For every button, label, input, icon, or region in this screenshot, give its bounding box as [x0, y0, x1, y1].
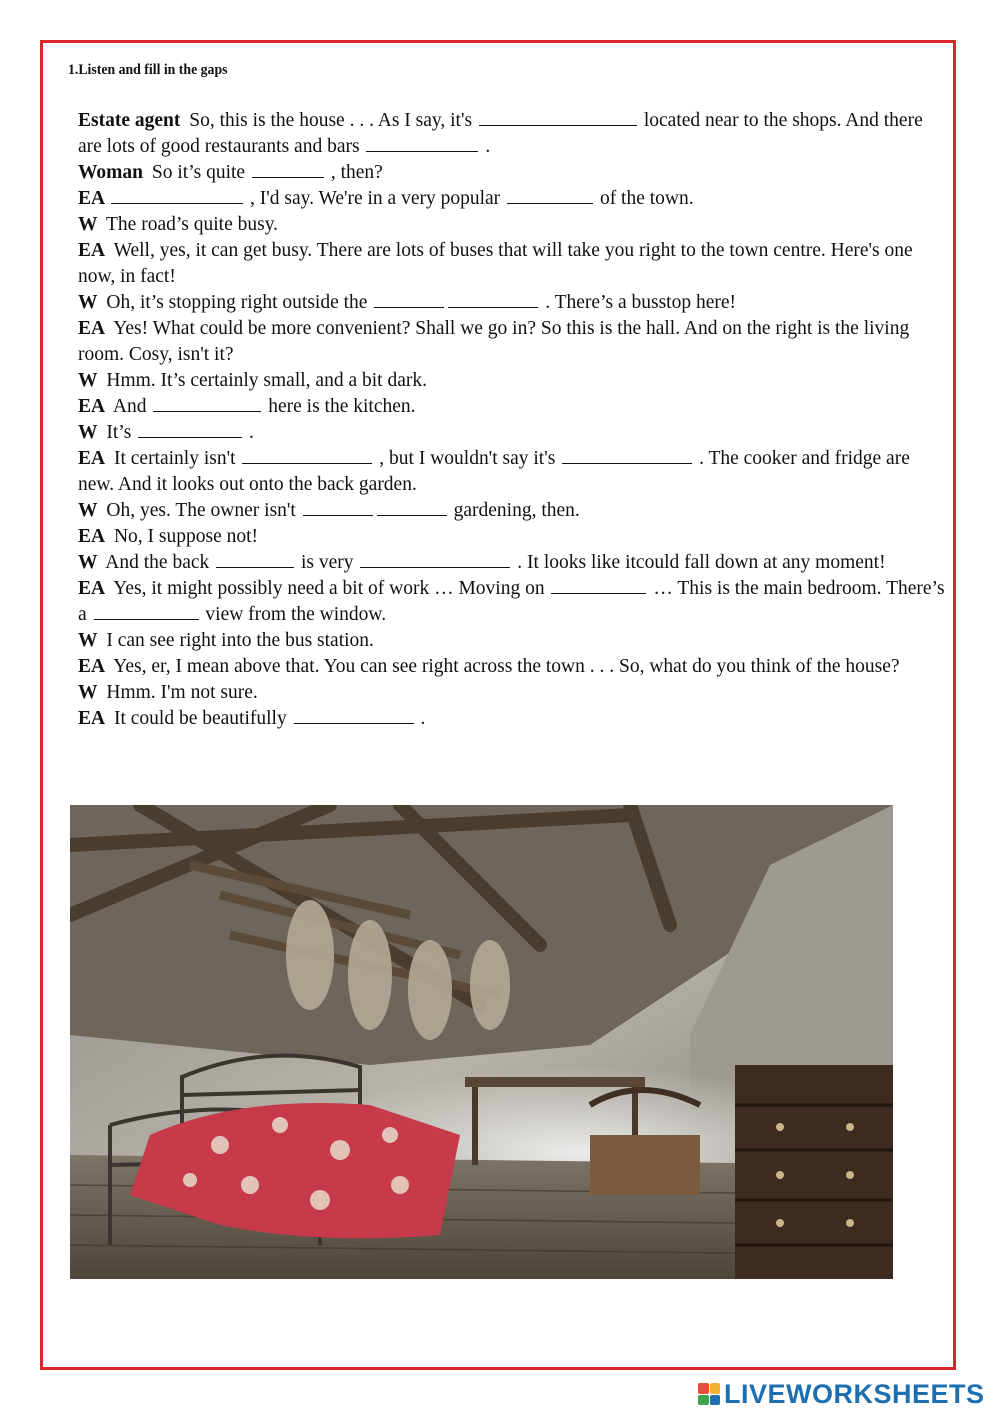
- dialogue-text-segment: Yes, er, I mean above that. You can see right across the town . . . So, what do you think of the house?: [109, 656, 900, 677]
- dialogue-line: [78, 160, 950, 186]
- dialogue-line: [78, 394, 950, 420]
- dialogue-text-segment: I can see right into the bus station.: [101, 630, 374, 651]
- logo-text: LIVEWORKSHEETS: [724, 1378, 985, 1409]
- dialogue-text-segment: . It looks like itcould fall down at any moment!: [512, 552, 886, 573]
- fill-in-blank[interactable]: [94, 602, 199, 620]
- fill-in-blank[interactable]: [374, 290, 444, 308]
- dialogue-text-segment: view from the window.: [200, 604, 387, 625]
- dialogue-line: [78, 238, 950, 290]
- dialogue-text-segment: And the back: [101, 552, 215, 573]
- fill-in-blank[interactable]: [551, 576, 646, 594]
- speaker-label: EA: [78, 526, 106, 547]
- speaker-label: W: [78, 292, 98, 313]
- fill-in-blank[interactable]: [216, 550, 294, 568]
- dialogue-text-segment: Oh, yes. The owner isn't: [101, 500, 301, 521]
- dialogue-text-segment: Hmm. I'm not sure.: [101, 682, 258, 703]
- dialogue-text-segment: . There’s a busstop here!: [540, 292, 737, 313]
- dialogue-text-segment: Yes! What could be more convenient? Shall we go in? So this is the hall. And on the right is the living room. Cosy, isn't it?: [78, 318, 910, 365]
- dialogue-text-segment: It’s: [101, 422, 137, 443]
- dialogue-line: [78, 368, 950, 394]
- speaker-label: EA: [78, 188, 106, 209]
- dialogue-text-segment: , I'd say. We're in a very popular: [245, 188, 506, 209]
- dialogue-text-segment: The road’s quite busy.: [101, 214, 279, 235]
- dialogue-text-segment: , but I wouldn't say it's: [374, 448, 561, 469]
- dialogue-text-segment: here is the kitchen.: [263, 396, 416, 417]
- dialogue-text: [78, 108, 950, 732]
- fill-in-blank[interactable]: [366, 134, 478, 152]
- fill-in-blank[interactable]: [303, 498, 373, 516]
- speaker-label: W: [78, 370, 98, 391]
- logo-mark-icon: [698, 1383, 720, 1405]
- dialogue-line: [78, 446, 950, 498]
- dialogue-line: [78, 706, 950, 732]
- dialogue-line: [78, 654, 950, 680]
- fill-in-blank[interactable]: [562, 446, 692, 464]
- dialogue-text-segment: … This is the main bedroom. There’s a: [78, 578, 945, 625]
- dialogue-line: [78, 628, 950, 654]
- dialogue-line: [78, 290, 950, 316]
- dialogue-text-segment: of the town.: [595, 188, 694, 209]
- speaker-label: EA: [78, 318, 106, 339]
- fill-in-blank[interactable]: [377, 498, 447, 516]
- dialogue-text-segment: .: [480, 136, 491, 157]
- speaker-label: W: [78, 552, 98, 573]
- dialogue-text-segment: gardening, then.: [448, 500, 580, 521]
- attic-bedroom-photo: [70, 805, 893, 1279]
- dialogue-text-segment: Yes, it might possibly need a bit of work … Moving on: [109, 578, 550, 599]
- dialogue-line: [78, 316, 950, 368]
- speaker-label: Estate agent: [78, 110, 181, 131]
- speaker-label: EA: [78, 448, 106, 469]
- dialogue-line: [78, 576, 950, 628]
- fill-in-blank[interactable]: [242, 446, 372, 464]
- fill-in-blank[interactable]: [294, 706, 414, 724]
- dialogue-line: [78, 420, 950, 446]
- dialogue-line: [78, 108, 950, 160]
- fill-in-blank[interactable]: [252, 160, 324, 178]
- dialogue-text-segment: So, this is the house . . . As I say, it's: [184, 110, 477, 131]
- dialogue-text-segment: It certainly isn't: [109, 448, 241, 469]
- speaker-label: W: [78, 500, 98, 521]
- dialogue-line: [78, 524, 950, 550]
- dialogue-line: [78, 212, 950, 238]
- dialogue-text-segment: located near to the shops. And there are lots of good restaurants and bars: [78, 110, 923, 157]
- dialogue-text-segment: It could be beautifully: [109, 708, 292, 729]
- dialogue-text-segment: .: [244, 422, 254, 443]
- liveworksheets-logo: [698, 1379, 985, 1409]
- dialogue-line: [78, 186, 950, 212]
- dialogue-text-segment: No, I suppose not!: [109, 526, 259, 547]
- dialogue-text-segment: is very: [296, 552, 359, 573]
- fill-in-blank[interactable]: [479, 108, 637, 126]
- exercise-heading: 1.Listen and fill in the gaps: [68, 62, 228, 78]
- dialogue-line: [78, 498, 950, 524]
- speaker-label: EA: [78, 396, 106, 417]
- dialogue-text-segment: . The cooker and fridge are new. And it looks out onto the back garden.: [78, 448, 910, 495]
- speaker-label: Woman: [78, 162, 144, 183]
- speaker-label: W: [78, 214, 98, 235]
- dialogue-text-segment: Oh, it’s stopping right outside the: [101, 292, 373, 313]
- dialogue-line: [78, 680, 950, 706]
- dialogue-text-segment: So it’s quite: [147, 162, 250, 183]
- speaker-label: W: [78, 422, 98, 443]
- speaker-label: EA: [78, 578, 106, 599]
- speaker-label: EA: [78, 656, 106, 677]
- dialogue-text-segment: .: [415, 708, 426, 729]
- dialogue-text-segment: Hmm. It’s certainly small, and a bit dark.: [101, 370, 427, 391]
- dialogue-text-segment: , then?: [325, 162, 383, 183]
- dialogue-text-segment: And: [109, 396, 152, 417]
- speaker-label: W: [78, 682, 98, 703]
- fill-in-blank[interactable]: [138, 420, 242, 438]
- speaker-label: W: [78, 630, 98, 651]
- fill-in-blank[interactable]: [360, 550, 510, 568]
- speaker-label: EA: [78, 708, 106, 729]
- fill-in-blank[interactable]: [111, 186, 243, 204]
- fill-in-blank[interactable]: [448, 290, 538, 308]
- fill-in-blank[interactable]: [507, 186, 593, 204]
- speaker-label: EA: [78, 240, 106, 261]
- fill-in-blank[interactable]: [153, 394, 261, 412]
- dialogue-text-segment: Well, yes, it can get busy. There are lots of buses that will take you right to the town centre. Here's one now, in fact!: [78, 240, 913, 287]
- dialogue-line: [78, 550, 950, 576]
